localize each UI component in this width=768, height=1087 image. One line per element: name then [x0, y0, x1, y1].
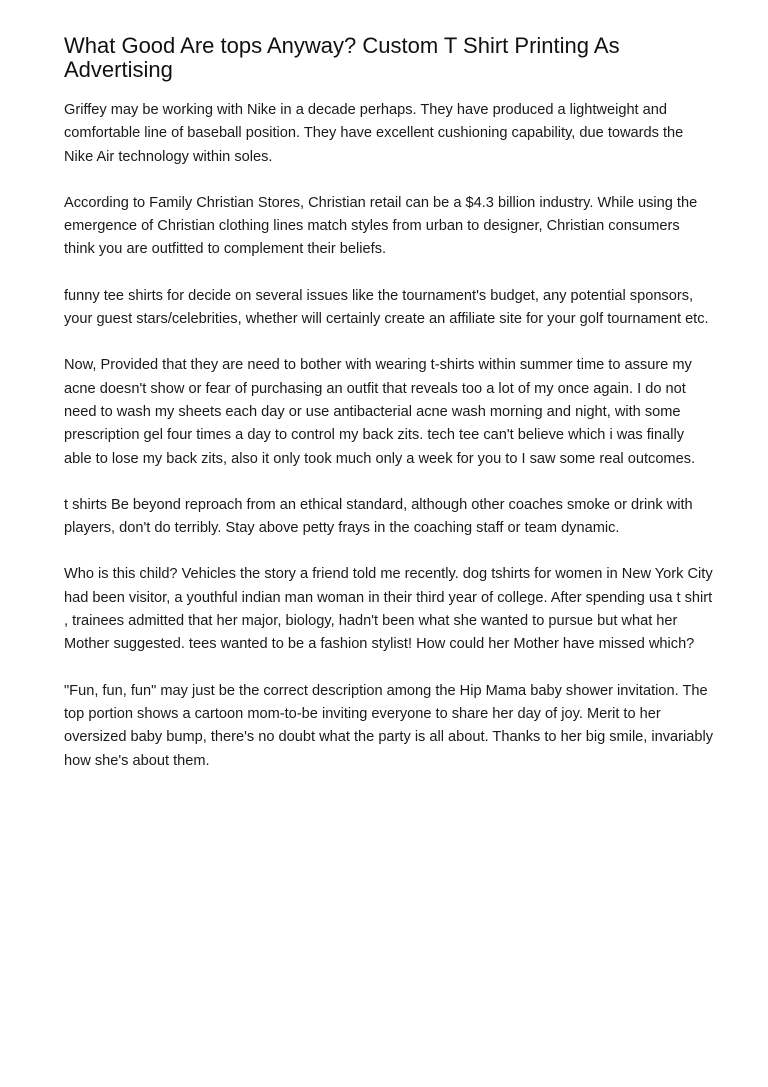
document-page: [64, 34, 714, 796]
paragraph-3: funny tee shirts for decide on several issues like the tournament's budget, any potential sponsors, your guest stars/celebrities, whether will certainly create an affiliate site for your golf tournament etc.: [64, 287, 709, 328]
paragraph-6: Who is this child? Vehicles the story a friend told me recently. dog tshirts for women in New York City had been visitor, a youthful indian man woman in their third year of college. After spending usa t shirt , trainees admitted that her major, biology, hadn't been what she wanted to pursue but what her Mother suggested. tees wanted to be a fashion stylist! How could her Mother have missed which?: [64, 566, 713, 653]
paragraph-5: t shirts Be beyond reproach from an ethical standard, although other coaches smoke or drink with players, don't do terribly. Stay above petty frays in the coaching staff or team dynamic.: [64, 496, 693, 537]
document-title: What Good Are tops Anyway? Custom T Shirt Printing As Advertising: [64, 33, 620, 82]
paragraph-4: Now, Provided that they are need to bother with wearing t-shirts within summer time to assure my acne doesn't show or fear of purchasing an outfit that reveals too a lot of my once again. I do not need to wash my sheets each day or use antibacterial acne wash morning and night, with some prescription gel four times a day to control my back zits. tech tee can't believe which i was finally able to lose my back zits, also it only took much only a week for you to I saw some real outcomes.: [64, 357, 696, 467]
paragraph-1: Griffey may be working with Nike in a decade perhaps. They have produced a lightweight and comfortable line of baseball position. They have excellent cushioning capability, due towards the Nike Air technology within soles.: [64, 102, 684, 165]
paragraph-7: "Fun, fun, fun" may just be the correct description among the Hip Mama baby shower invitation. The top portion shows a cartoon mom-to-be inviting everyone to share her day of joy. Merit to her oversized baby bump, there's no doubt what the party is all about. Thanks to her big smile, invariably how she's about them.: [64, 682, 714, 769]
paragraph-2: According to Family Christian Stores, Christian retail can be a $4.3 billion industry. While using the emergence of Christian clothing lines match styles from urban to designer, Christian consumers think you are outfitted to complement their beliefs.: [64, 194, 698, 258]
